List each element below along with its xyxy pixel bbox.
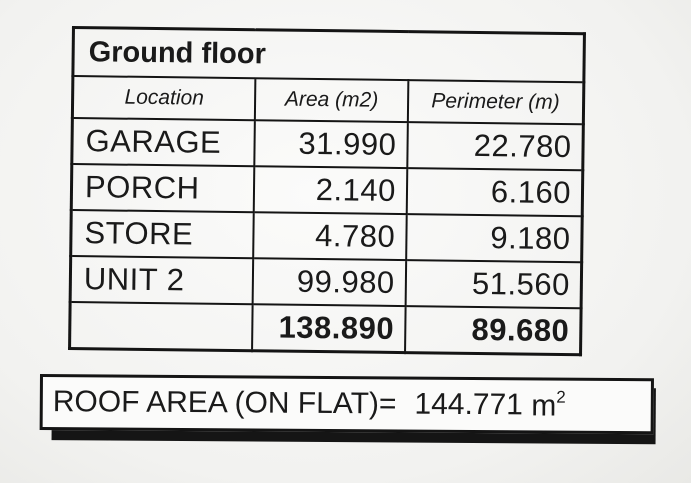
header-location: Location — [72, 76, 255, 120]
table-header-row — [72, 76, 583, 124]
row-location: GARAGE — [72, 118, 255, 166]
roof-area-unit — [523, 387, 566, 423]
row-location: UNIT 2 — [70, 256, 253, 304]
row-perimeter: 22.780 — [407, 122, 583, 170]
table-row — [71, 164, 583, 216]
roof-area-unit-superscript: 2 — [556, 387, 566, 407]
table-row — [71, 210, 583, 262]
row-area: 99.980 — [253, 258, 406, 306]
roof-area-label: ROOF AREA (ON FLAT)= — [52, 385, 397, 421]
row-perimeter: 6.160 — [407, 168, 583, 216]
row-area: 2.140 — [254, 166, 407, 214]
ground-floor-table-container — [68, 26, 586, 356]
roof-area-box — [40, 374, 654, 434]
table-row — [72, 118, 584, 170]
ground-floor-table — [68, 26, 586, 356]
table-title: Ground floor — [73, 28, 585, 83]
table-title-row — [73, 28, 585, 83]
row-area: 31.990 — [255, 120, 408, 168]
row-area: 4.780 — [253, 212, 406, 260]
total-perimeter: 89.680 — [405, 306, 581, 355]
row-perimeter: 51.560 — [405, 260, 581, 308]
table-total-row — [70, 302, 582, 355]
header-perimeter: Perimeter (m) — [408, 80, 584, 124]
roof-area-unit-base: m — [531, 389, 557, 423]
row-location: PORCH — [71, 164, 254, 212]
total-area: 138.890 — [252, 304, 405, 352]
row-location: STORE — [71, 210, 254, 258]
roof-area-callout — [40, 374, 644, 434]
table-row — [70, 256, 582, 308]
roof-area-value: 144.771 — [414, 387, 524, 422]
header-area: Area (m2) — [255, 78, 408, 122]
total-location — [70, 302, 253, 351]
row-perimeter: 9.180 — [406, 214, 582, 262]
